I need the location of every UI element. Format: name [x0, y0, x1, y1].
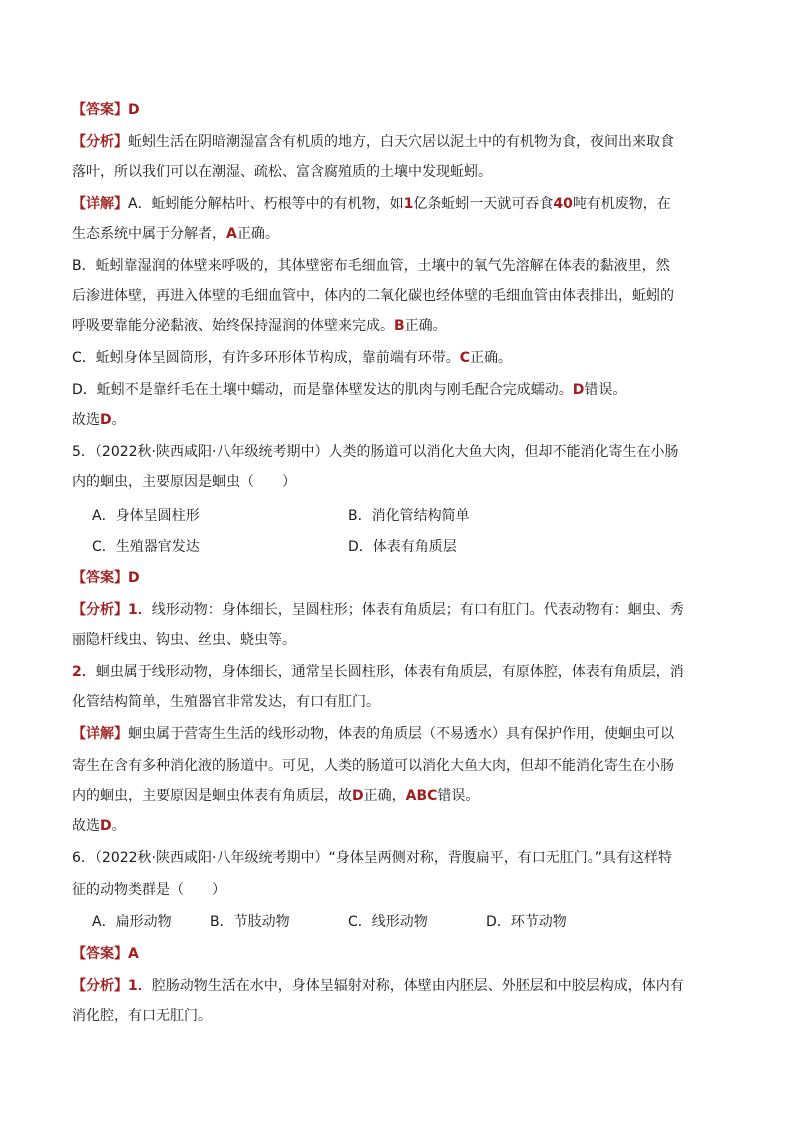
detail-letter: B: [394, 318, 405, 334]
detail-text: 亿条蚯蚓一天就可吞食: [413, 196, 554, 212]
q4-choose-line: [72, 410, 692, 430]
q5-detail-line-1: [72, 724, 692, 744]
question-source: （2022秋·陕西咸阳·八年级统考期中）: [94, 850, 329, 866]
q5-stem-line-1: [72, 442, 692, 462]
detail-number: 1: [403, 196, 414, 212]
q5-option-c: C．生殖器官发达: [92, 539, 200, 555]
choose-text: 故选: [72, 818, 100, 834]
answer-value: D: [128, 102, 140, 118]
detail-letter: ABC: [405, 788, 438, 804]
detail-text: 寄生在含有多种消化液的肠道中。可见，人类的肠道可以消化大鱼大肉，但却不能消化寄生在小肠: [72, 758, 674, 774]
detail-text: D．蚯蚓不是靠纤毛在土壤中蠕动，而是靠体壁发达的肌肉与刚毛配合完成蠕动。: [72, 382, 573, 398]
detail-text: 错误。: [437, 788, 480, 804]
detail-letter: C: [459, 350, 471, 366]
q5-analysis-line-1: [72, 600, 692, 620]
answer-tag: 【答案】: [72, 102, 128, 118]
q6-option-c: C．线形动物: [348, 914, 428, 930]
detail-text: 生态系统中属于分解者，: [72, 226, 226, 242]
analysis-tag: 【分析】: [72, 602, 128, 618]
detail-letter: D: [572, 382, 585, 398]
detail-text: 正确。: [404, 318, 447, 334]
q4-analysis-line-1: [72, 132, 692, 152]
analysis-tag: 【分析】: [72, 978, 128, 994]
analysis-text: 蚯蚓生活在阴暗潮湿富含有机质的地方，白天穴居以泥土中的有机物为食，夜间出来取食: [128, 134, 674, 150]
choose-text: 。: [111, 412, 126, 428]
q4-analysis-line-2: [72, 162, 692, 182]
detail-text: 内的蛔虫，主要原因是蛔虫体表有角质层，故: [72, 788, 352, 804]
question-stem: 征的动物类群是（ ）: [72, 882, 226, 898]
q6-option-a: A．扁形动物: [92, 914, 172, 930]
analysis-text: 消化腔，有口无肛门。: [72, 1008, 212, 1024]
q4-answer-line: [72, 100, 692, 120]
analysis-index: 1．: [128, 602, 152, 618]
q4-detail-b-line-3: [72, 316, 692, 336]
detail-text: B．蚯蚓靠湿润的体壁来呼吸的，其体壁密布毛细血管，土壤中的氧气先溶解在体表的黏液里，然: [72, 258, 670, 274]
choose-text: 。: [111, 818, 126, 834]
detail-tag: 【详解】: [72, 196, 128, 212]
q6-analysis-line-2: [72, 1006, 692, 1026]
q6-analysis-line-1: [72, 976, 692, 996]
q4-detail-d-line: [72, 380, 692, 400]
detail-text: 蛔虫属于营寄生生活的线形动物，体表的角质层（不易透水）具有保护作用，使蛔虫可以: [128, 726, 674, 742]
q4-detail-a-line-1: [72, 194, 692, 214]
answer-tag: 【答案】: [72, 946, 128, 962]
analysis-text: 丽隐杆线虫、钩虫、丝虫、蛲虫等。: [72, 632, 296, 648]
question-number: 5．: [72, 444, 95, 460]
detail-tag: 【详解】: [72, 726, 128, 742]
q5-choose-line: [72, 816, 692, 836]
choose-letter: D: [100, 412, 112, 428]
choose-letter: D: [100, 818, 112, 834]
detail-text: C．蚯蚓身体呈圆筒形，有许多环形体节构成，靠前端有环带。: [72, 350, 460, 366]
q5-detail-line-3: [72, 786, 692, 806]
q4-detail-b-line-1: [72, 256, 692, 276]
detail-letter: D: [352, 788, 364, 804]
analysis-tag: 【分析】: [72, 134, 128, 150]
analysis-index: 2．: [72, 664, 96, 680]
detail-text: 后渗进体壁，再进入体壁的毛细血管中，体内的二氧化碳也经体壁的毛细血管由体表排出，蚯蚓的: [72, 288, 674, 304]
analysis-text: 落叶，所以我们可以在潮湿、疏松、富含腐殖质的土壤中发现蚯蚓。: [72, 164, 492, 180]
detail-text: 呼吸要靠能分泌黏液、始终保持湿润的体壁来完成。: [72, 318, 394, 334]
question-stem: 内的蛔虫，主要原因是蛔虫（ ）: [72, 474, 296, 490]
q5-analysis-line-4: [72, 692, 692, 712]
analysis-text: 线形动物：身体细长，呈圆柱形；体表有角质层；有口有肛门。代表动物有：蛔虫、秀: [151, 602, 684, 618]
detail-text: 正确。: [470, 350, 513, 366]
analysis-index: 1．: [128, 978, 152, 994]
answer-value: D: [128, 570, 140, 586]
q5-answer-line: [72, 568, 692, 588]
q4-detail-c-line: [72, 348, 692, 368]
q4-detail-b-line-2: [72, 286, 692, 306]
question-source: （2022秋·陕西咸阳·八年级统考期中）: [94, 444, 329, 460]
q6-stem-line-2: [72, 880, 692, 900]
analysis-text: 腔肠动物生活在水中，身体呈辐射对称，体壁由内胚层、外胚层和中胶层构成，体内有: [151, 978, 684, 994]
q6-answer-line: [72, 944, 692, 964]
analysis-text: 蛔虫属于线形动物，身体细长，通常呈长圆柱形，体表有角质层，有原体腔，体表有角质层，消: [95, 664, 684, 680]
detail-text: A．蚯蚓能分解枯叶、朽根等中的有机物，如: [128, 196, 404, 212]
q4-detail-a-line-2: [72, 224, 692, 244]
detail-text: 错误。: [584, 382, 627, 398]
detail-text: 正确，: [363, 788, 406, 804]
q5-stem-line-2: [72, 472, 692, 492]
q6-option-b: B．节肢动物: [210, 914, 290, 930]
q5-option-d: D．体表有角质层: [348, 539, 457, 555]
detail-number: 40: [553, 196, 573, 212]
q6-stem-line-1: [72, 848, 692, 868]
q5-option-a: A．身体呈圆柱形: [92, 508, 200, 524]
detail-text: 吨有机废物，在: [572, 196, 671, 212]
question-number: 6．: [72, 850, 95, 866]
detail-text: 正确。: [236, 226, 279, 242]
question-stem: 人类的肠道可以消化大鱼大肉，但却不能消化寄生在小肠: [328, 444, 679, 460]
answer-value: A: [128, 946, 139, 962]
question-stem: “身体呈两侧对称，背腹扁平，有口无肛门。”具有这样特: [328, 850, 672, 866]
detail-letter: A: [226, 226, 237, 242]
q5-analysis-line-3: [72, 662, 692, 682]
q5-analysis-line-2: [72, 630, 692, 650]
q5-detail-line-2: [72, 756, 692, 776]
q6-option-d: D．环节动物: [486, 914, 567, 930]
q5-option-b: B．消化管结构简单: [348, 508, 470, 524]
choose-text: 故选: [72, 412, 100, 428]
analysis-text: 化管结构简单，生殖器官非常发达，有口有肛门。: [72, 694, 380, 710]
answer-tag: 【答案】: [72, 570, 128, 586]
